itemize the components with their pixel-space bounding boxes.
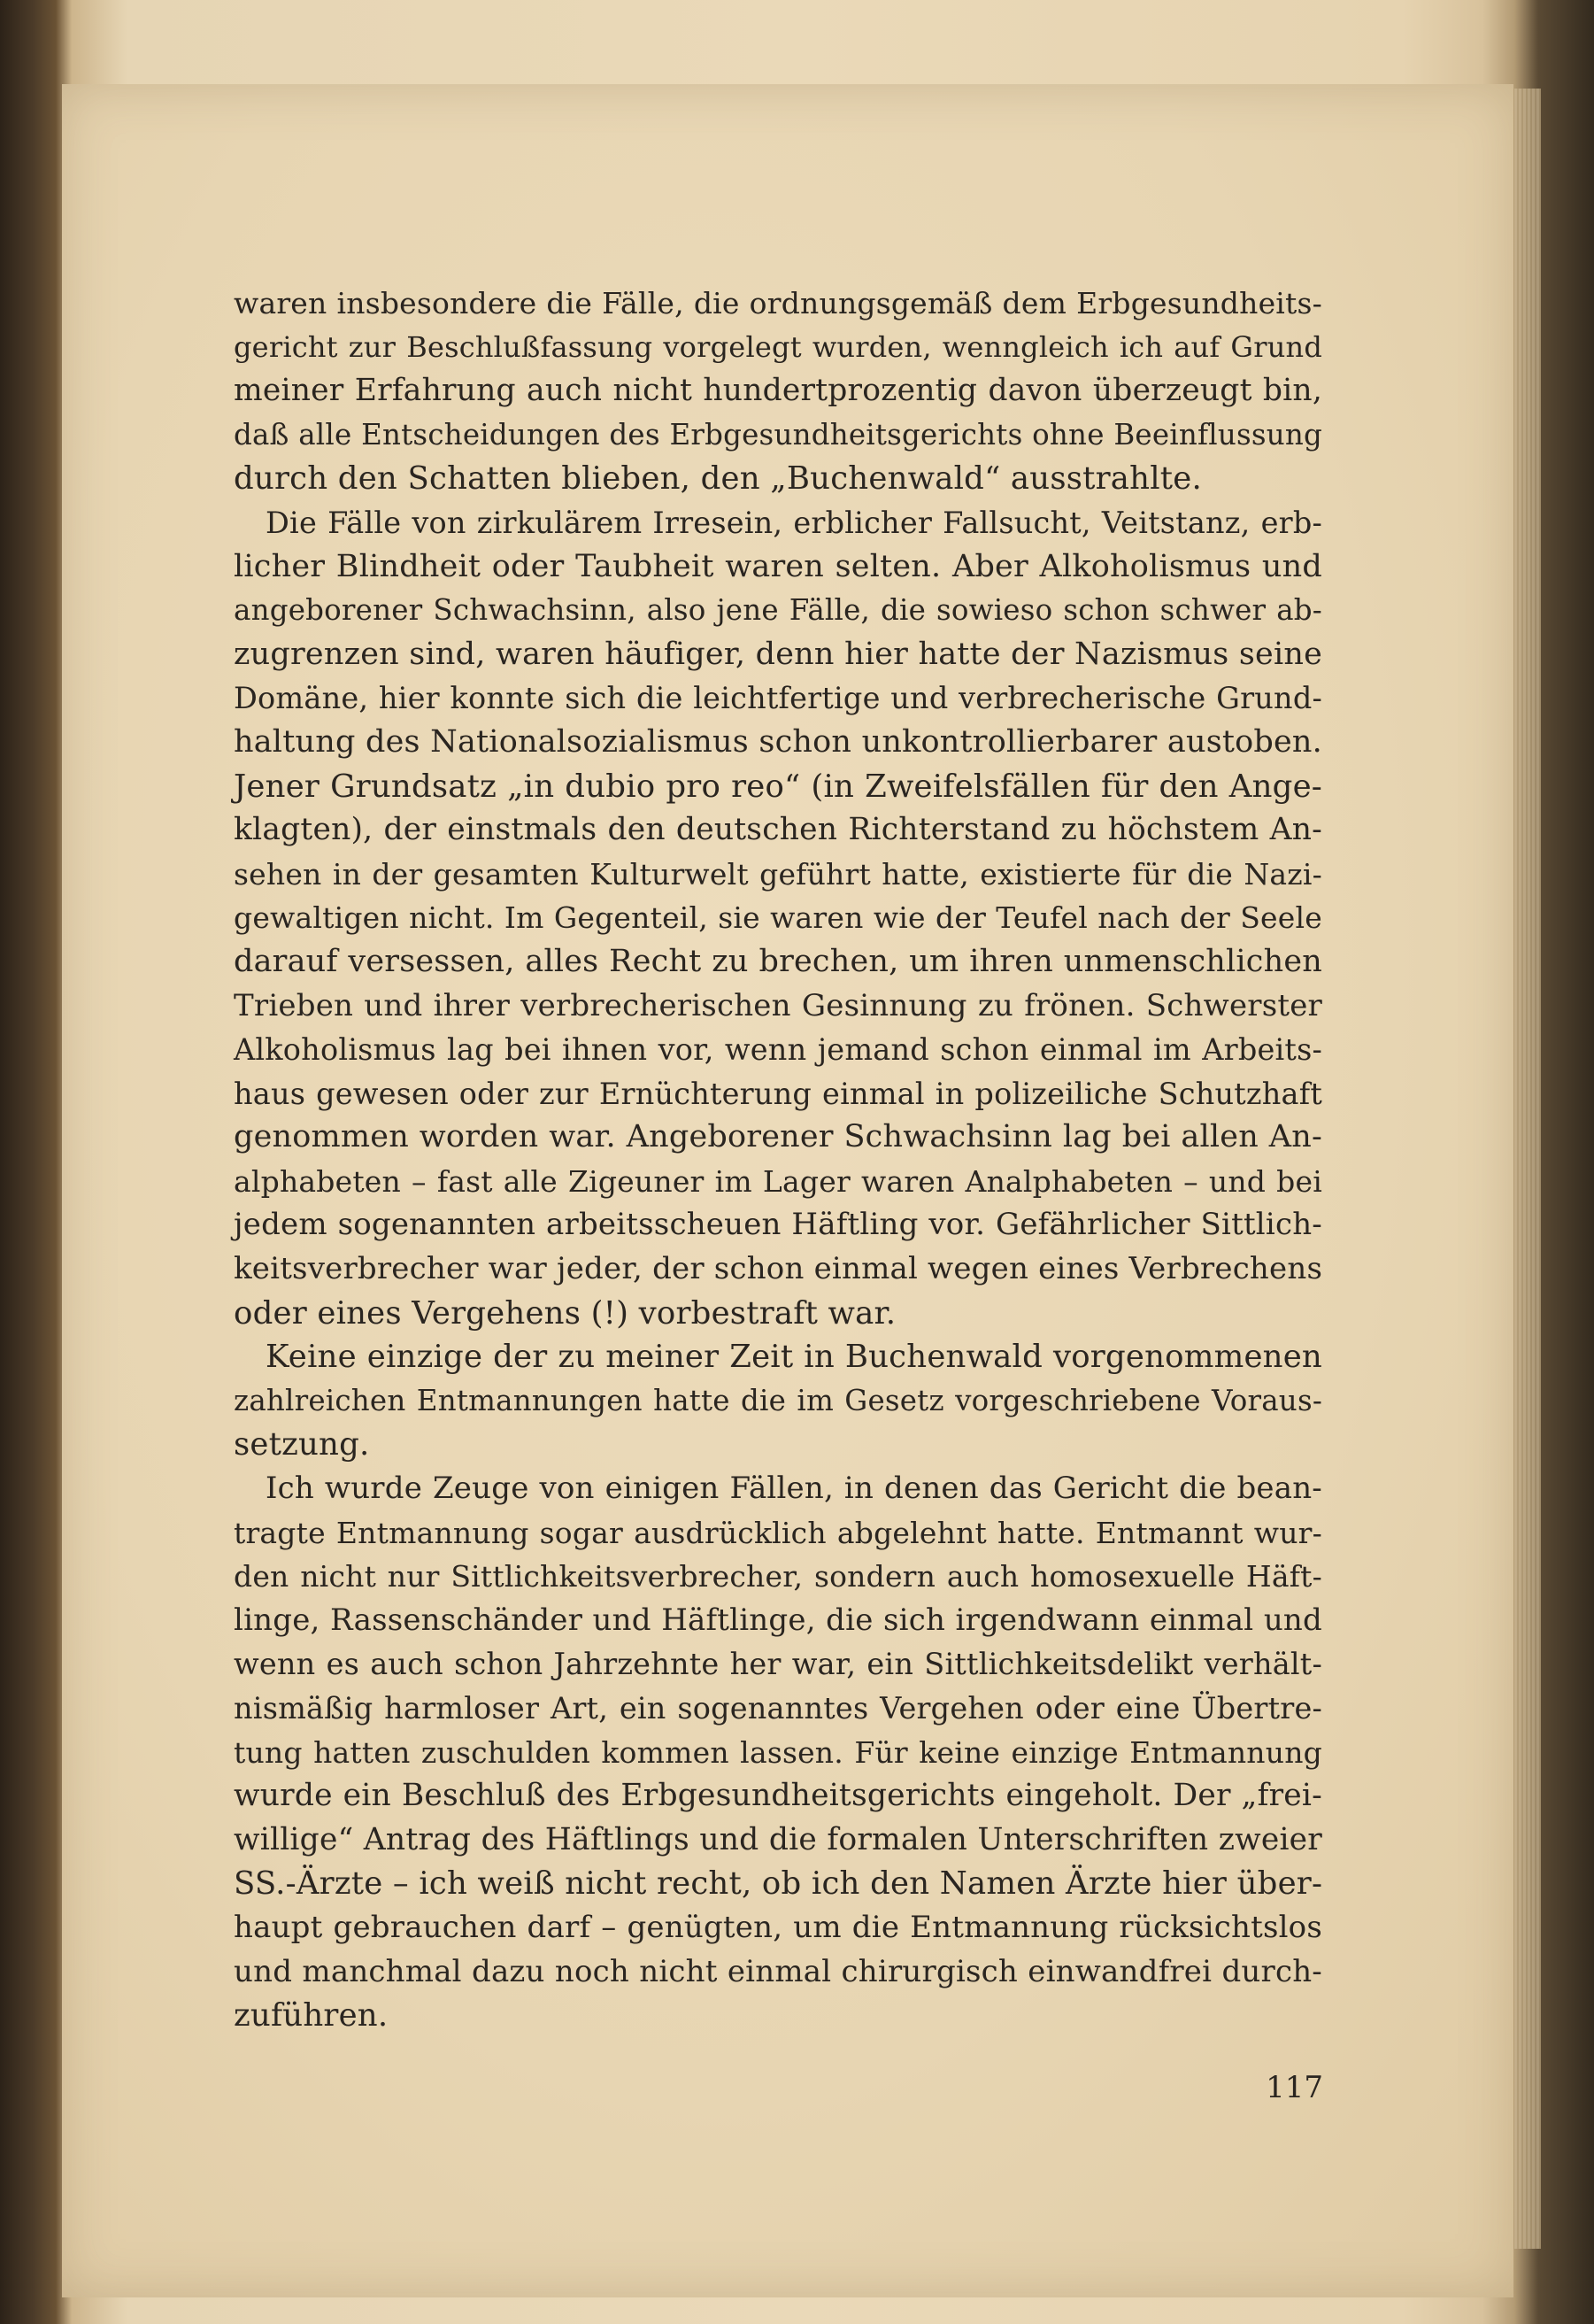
text-line: zahlreichen Entmannungen hatte die im Gesetz vorgeschriebene Voraus-	[234, 1383, 1322, 1417]
page-edges	[1514, 89, 1541, 2249]
text-line: Ich wurde Zeuge von einigen Fällen, in denen das Gericht die bean-	[266, 1471, 1322, 1507]
page-number: 117	[1266, 2070, 1323, 2105]
text-line: Die Fälle von zirkulärem Irresein, erblicher Fallsucht, Veitstanz, erb-	[266, 505, 1322, 540]
text-line: linge, Rassenschänder und Häftlinge, die sich irgendwann einmal und	[234, 1602, 1322, 1638]
text-line: Trieben und ihrer verbrecherischen Gesinnung zu frönen. Schwerster	[234, 987, 1322, 1023]
text-line: wenn es auch schon Jahrzehnte her war, ein Sittlichkeitsdelikt verhält-	[234, 1647, 1322, 1682]
text-line: klagten), der einstmals den deutschen Richterstand zu höchstem An-	[234, 812, 1322, 848]
text-line: SS.-Ärzte – ich weiß nicht recht, ob ich den Namen Ärzte hier über-	[234, 1865, 1323, 1903]
text-line: jedem sogenannten arbeitsscheuen Häftling vor. Gefährlicher Sittlich-	[234, 1207, 1322, 1243]
text-line: oder eines Vergehens (!) vorbestraft war.	[234, 1294, 897, 1332]
text-line: licher Blindheit oder Taubheit waren selten. Aber Alkoholismus und	[234, 548, 1322, 584]
text-line: Jener Grundsatz „in dubio pro reo“ (in Zweifelsfällen für den Ange-	[234, 768, 1322, 805]
text-line: Alkoholismus lag bei ihnen vor, wenn jemand schon einmal im Arbeits-	[234, 1032, 1322, 1068]
text-line: den nicht nur Sittlichkeitsverbrecher, sondern auch homosexuelle Häft-	[234, 1559, 1322, 1594]
text-line: durch den Schatten blieben, den „Buchenwald“ ausstrahlte.	[234, 460, 1202, 498]
text-line: haus gewesen oder zur Ernüchterung einmal in polizeiliche Schutzhaft	[234, 1076, 1322, 1111]
text-line: tung hatten zuschulden kommen lassen. Für keine einzige Entmannung	[234, 1734, 1322, 1770]
text-line: willige“ Antrag des Häftlings und die formalen Unterschriften zweier	[234, 1821, 1322, 1857]
text-line: haltung des Nationalsozialismus schon unkontrollierbarer austoben.	[234, 723, 1322, 760]
text-line: Keine einzige der zu meiner Zeit in Buchenwald vorgenommenen	[266, 1339, 1322, 1376]
text-line: setzung.	[234, 1426, 370, 1463]
text-line: und manchmal dazu noch nicht einmal chirurgisch einwandfrei durch-	[234, 1953, 1322, 1989]
body-text	[234, 282, 1322, 2038]
text-line: gewaltigen nicht. Im Gegenteil, sie waren wie der Teufel nach der Seele	[234, 900, 1322, 936]
text-line: tragte Entmannung sogar ausdrücklich abgelehnt hatte. Entmannt wur-	[234, 1515, 1322, 1550]
text-line: angeborener Schwachsinn, also jene Fälle, die sowieso schon schwer ab-	[234, 593, 1322, 628]
text-line: alphabeten – fast alle Zigeuner im Lager waren Analphabeten – und bei	[234, 1163, 1322, 1199]
text-line: wurde ein Beschluß des Erbgesundheitsgerichts eingeholt. Der „frei-	[234, 1778, 1322, 1814]
text-line: zuführen.	[234, 1997, 389, 2034]
text-line: nismäßig harmloser Art, ein sogenanntes Vergehen oder eine Übertre-	[234, 1691, 1322, 1726]
text-line: zugrenzen sind, waren häufiger, denn hier hatte der Nazismus seine	[234, 636, 1322, 672]
text-line: haupt gebrauchen darf – genügten, um die Entmannung rücksichtslos	[234, 1909, 1322, 1945]
text-line: genommen worden war. Angeborener Schwachsinn lag bei allen An-	[234, 1119, 1322, 1155]
text-line: Domäne, hier konnte sich die leichtfertige und verbrecherische Grund-	[234, 681, 1322, 716]
text-line: meiner Erfahrung auch nicht hundertprozentig davon überzeugt bin,	[234, 373, 1322, 409]
text-line: keitsverbrecher war jeder, der schon einmal wegen eines Verbrechens	[234, 1251, 1323, 1287]
text-line: darauf versessen, alles Recht zu brechen, um ihren unmenschlichen	[234, 943, 1322, 979]
text-line: gericht zur Beschlußfassung vorgelegt wurden, wenngleich ich auf Grund	[234, 329, 1322, 364]
text-line: waren insbesondere die Fälle, die ordnungsgemäß dem Erbgesundheits-	[234, 286, 1322, 320]
text-line: daß alle Entscheidungen des Erbgesundheitsgerichts ohne Beeinflussung	[234, 417, 1322, 452]
text-line: sehen in der gesamten Kulturwelt geführt hatte, existierte für die Nazi-	[234, 856, 1322, 892]
